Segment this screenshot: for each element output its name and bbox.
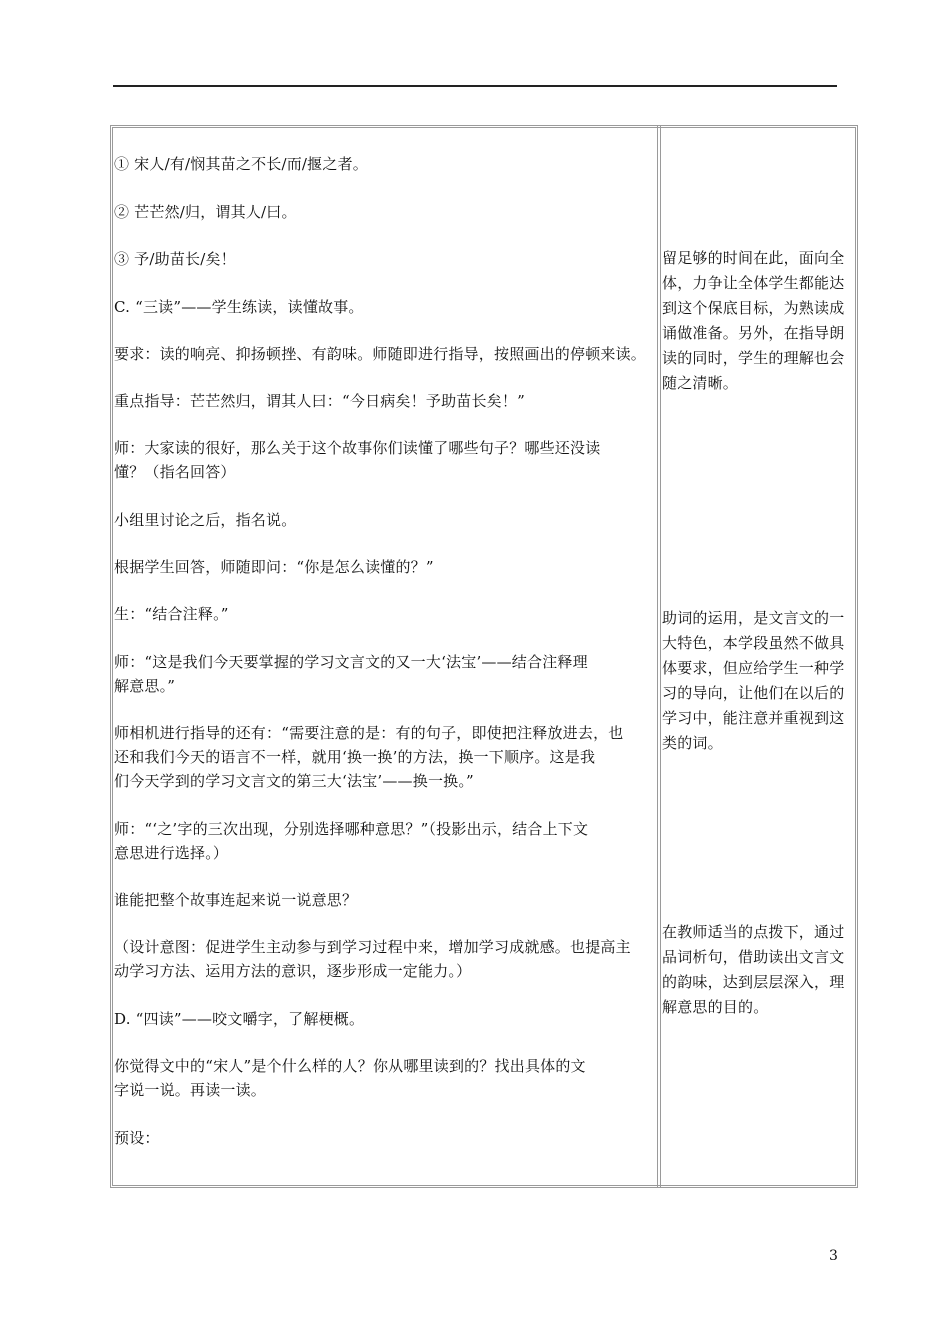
design-note-line: 随之清晰。 (662, 374, 739, 392)
column-divider (657, 125, 661, 1188)
page-number: 3 (829, 1248, 838, 1264)
process-text-line: 预设： (114, 1129, 160, 1147)
process-text-line: （设计意图：促进学生主动参与到学习过程中来，增加学习成就感。也提高主 (114, 938, 631, 956)
design-note-line: 大特色，本学段虽然不做具 (662, 634, 845, 652)
design-note-line: 习的导向，让他们在以后的 (662, 684, 845, 702)
design-note-line: 类的词。 (662, 734, 723, 752)
design-note-line: 在教师适当的点拨下，通过 (662, 923, 845, 941)
design-note-line: 助词的运用，是文言文的一 (662, 609, 845, 627)
process-text-line: 生：“结合注释。” (114, 605, 229, 623)
process-text-line: 小组里讨论之后，指名说。 (114, 511, 297, 529)
process-text-line: D. “四读”——咬文嚼字，了解梗概。 (114, 1010, 365, 1028)
design-note-line: 读的同时，学生的理解也会 (662, 349, 845, 367)
design-note-line: 诵做准备。另外，在指导朗 (662, 324, 845, 342)
design-note-line: 学习中，能注意并重视到这 (662, 709, 845, 727)
process-text-line: 师：大家读的很好，那么关于这个故事你们读懂了哪些句子？哪些还没读 (114, 439, 601, 457)
process-text-line: 动学习方法、运用方法的意识，逐步形成一定能力。） (114, 962, 472, 980)
design-note-line: 品词析句，借助读出文言文 (662, 948, 845, 966)
process-text-line: 师相机进行指导的还有：“需要注意的是：有的句子，即使把注释放进去，也 (114, 724, 624, 742)
process-text-line: ② 芒芒然/归，谓其人/曰。 (114, 203, 297, 221)
design-note-line: 留足够的时间在此，面向全 (662, 249, 845, 267)
process-text-line: 根据学生回答，师随即问：“你是怎么读懂的？” (114, 558, 434, 576)
process-text-line: C. “三读”——学生练读，读懂故事。 (114, 298, 364, 316)
process-text-line: 师：“这是我们今天要掌握的学习文言文的又一大‘法宝’——结合注释理 (114, 653, 588, 671)
process-text-line: 懂？（指名回答） (114, 463, 236, 481)
process-text-line: 要求：读的响亮、抑扬顿挫、有韵味。师随即进行指导，按照画出的停顿来读。 (114, 345, 647, 363)
design-note-line: 的韵味，达到层层深入，理 (662, 973, 845, 991)
process-text-line: 你觉得文中的“宋人”是个什么样的人？你从哪里读到的？找出具体的文 (114, 1057, 586, 1075)
process-text-line: 们今天学到的学习文言文的第三大‘法宝’——换一换。” (114, 772, 474, 790)
design-note-line: 解意思的目的。 (662, 998, 769, 1016)
header-rule (113, 85, 837, 87)
design-note-line: 体要求，但应给学生一种学 (662, 659, 845, 677)
process-text-line: 还和我们今天的语言不一样，就用‘换一换’的方法，换一下顺序。这是我 (114, 748, 596, 766)
process-text-line: 谁能把整个故事连起来说一说意思？ (114, 891, 358, 909)
process-text-line: 字说一说。再读一读。 (114, 1081, 267, 1099)
process-text-line: 重点指导：芒芒然归，谓其人曰：“今日病矣！予助苗长矣！” (114, 392, 525, 410)
design-note-line: 体，力争让全体学生都能达 (662, 274, 845, 292)
design-note-line: 到这个保底目标，为熟读成 (662, 299, 845, 317)
process-text-line: ③ 予/助苗长/矣！ (114, 250, 236, 268)
process-text-line: ① 宋人/有/悯其苗之不长/而/揠之者。 (114, 155, 368, 173)
process-text-line: 解意思。” (114, 677, 176, 695)
process-text-line: 师：“‘之’字的三次出现，分别选择哪种意思？”（投影出示，结合上下文 (114, 820, 589, 838)
process-text-line: 意思进行选择。） (114, 844, 229, 862)
